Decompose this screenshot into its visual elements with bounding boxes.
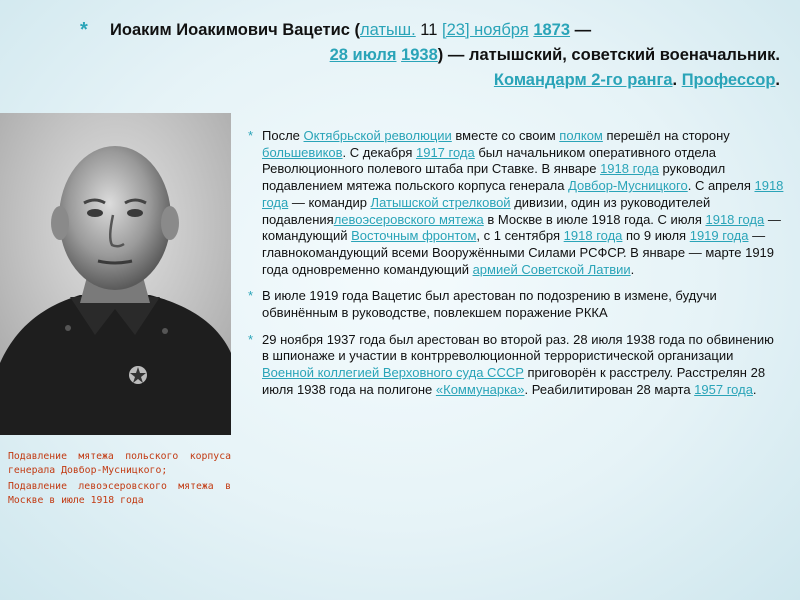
dowbor-link[interactable]: Довбор-Мусницкого — [568, 178, 688, 194]
bullet-mark: * — [248, 288, 254, 304]
text: После — [262, 128, 304, 143]
paragraph-1 — [248, 128, 784, 278]
text: — командир — [288, 194, 371, 210]
kommunarka-link[interactable]: «Коммунарка» — [435, 381, 525, 397]
title-text: . — [672, 71, 682, 89]
text: . — [752, 381, 757, 397]
photo-caption — [8, 450, 231, 510]
left-sr-uprising-link[interactable]: левоэсеровского мятежа — [333, 211, 484, 227]
bullet-mark: * — [248, 331, 254, 347]
paragraph-3 — [248, 332, 784, 399]
title-text: ) — латышский, советский военачальник. — [437, 46, 780, 64]
text: по 9 июля — [622, 228, 690, 244]
title-text: ( — [349, 21, 361, 39]
title-text: 11 — [415, 21, 443, 39]
military-collegium-link[interactable]: Военной коллегией Верховного суда СССР — [262, 365, 524, 381]
latvian-link[interactable]: латыш. — [360, 21, 416, 39]
death-date-link[interactable]: 28 июля — [329, 46, 397, 64]
title-bullet: * — [80, 19, 88, 41]
year-1918-link[interactable]: 1918 года — [705, 211, 765, 227]
text: . Реабилитирован 28 марта — [524, 381, 695, 397]
year-1918-link[interactable]: 1918 года — [563, 228, 623, 244]
year-1917-link[interactable]: 1917 года — [415, 144, 475, 160]
text: . — [630, 261, 635, 277]
person-name: Иоаким Иоакимович Вацетис — [110, 21, 350, 39]
text: , с 1 сентября — [476, 228, 564, 244]
year-1919-link[interactable]: 1919 года — [689, 228, 749, 244]
text: был начальником оперативного отдела Революционного полевого штаба при Ставке. В январе — [262, 144, 717, 177]
caption-line-1: Подавление мятежа польского корпуса генерала Довбор-Мусницкого; — [8, 451, 231, 476]
man-portrait-photo — [0, 113, 231, 435]
eastern-front-link[interactable]: Восточным фронтом — [351, 228, 477, 244]
text: . С апреля — [687, 178, 755, 194]
text: . С декабря — [342, 144, 416, 160]
death-year-link[interactable]: 1938 — [401, 46, 438, 64]
title-text: . — [775, 71, 780, 89]
paragraph-2 — [248, 288, 784, 321]
year-1957-link[interactable]: 1957 года — [694, 381, 753, 397]
soviet-latvia-army-link[interactable]: армией Советской Латвии — [472, 261, 631, 277]
text: — главнокомандующий всеми Вооружёнными Силами РСФСР. В январе — марте 1919 года одновременно командующий — [262, 228, 775, 277]
bullet-mark: * — [248, 128, 254, 143]
biography-text — [248, 128, 784, 409]
october-revolution-link[interactable]: Октябрьской революции — [303, 128, 452, 143]
text: дивизии, один из руководителей подавления — [262, 194, 711, 227]
text: руководил подавлением мятежа польского корпуса генерала — [262, 161, 726, 194]
text: вместе со своим — [451, 128, 560, 143]
rank-link[interactable]: Командарм 2-го ранга — [493, 71, 673, 89]
text: приговорён к расстрелу. Расстрелян 28 июля 1938 года на полигоне — [262, 365, 766, 397]
text: В июле 1919 года Вацетис был арестован по подозрению в измене, будучи обвинённым в руководстве, повлекшем поражение РККА — [262, 288, 717, 321]
text: в Москве в июле 1918 года. С июля — [483, 211, 706, 227]
year-1918-link[interactable]: 1918 года — [262, 178, 784, 210]
birth-year-link[interactable]: 1873 — [533, 21, 571, 39]
regiment-link[interactable]: полком — [559, 128, 603, 143]
bolsheviks-link[interactable]: большевиков — [262, 144, 343, 160]
title-text: — — [570, 21, 592, 39]
caption-line-2: Подавление левоэсеровского мятежа в Москве в июле 1918 года — [8, 481, 231, 506]
professor-link[interactable]: Профессор — [681, 71, 776, 89]
text: 29 ноября 1937 года был арестован во второй раз. 28 июля 1938 года по обвинению в шпионаже и участии в контрреволюционной террористической организации — [262, 331, 774, 364]
year-1918-link[interactable]: 1918 года — [600, 161, 659, 177]
text: — командующий — [262, 211, 781, 244]
text: перешёл на сторону — [602, 128, 730, 143]
latvian-riflemen-link[interactable]: Латышской стрелковой — [370, 194, 511, 210]
slide-title — [80, 18, 780, 93]
birth-date-link[interactable]: [23] ноября — [442, 21, 529, 39]
